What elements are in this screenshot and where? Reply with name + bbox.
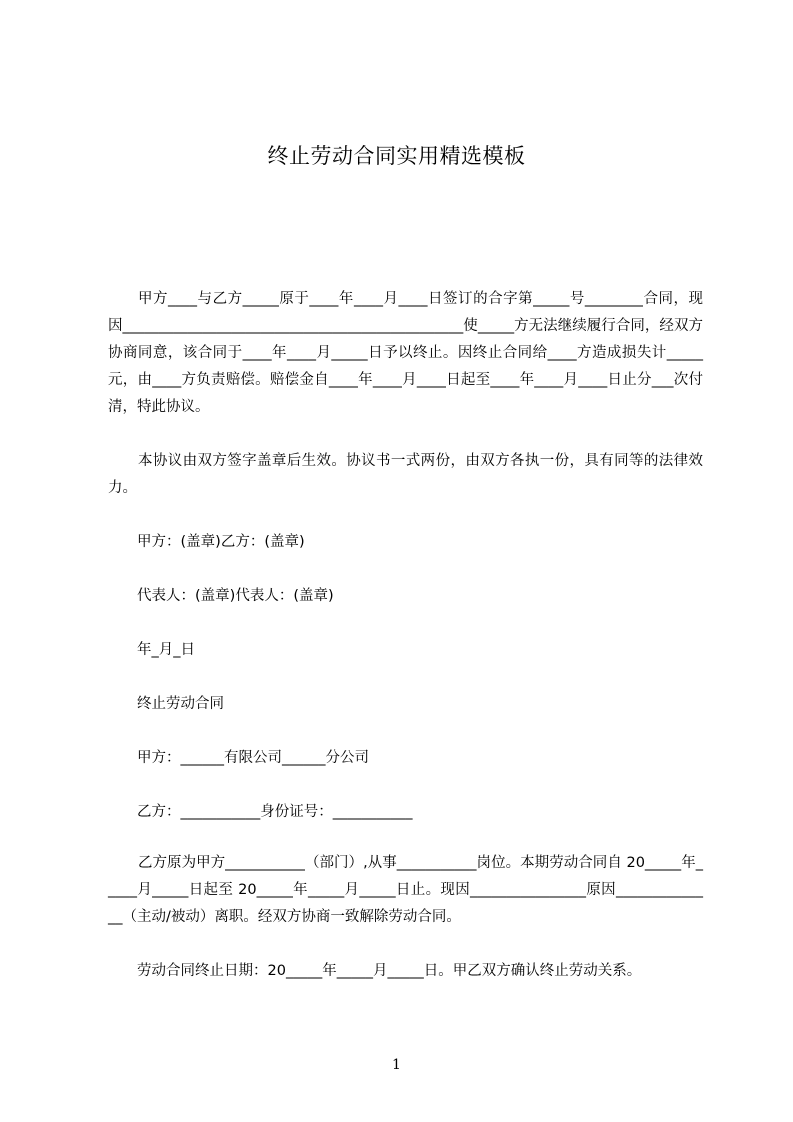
paragraph-effectiveness: 本协议由双方签字盖章后生效。协议书一式两份，由双方各执一份，具有同等的法律效力。 <box>108 453 703 496</box>
signature-representatives-line: 代表人：(盖章)代表人：(盖章) <box>137 588 334 604</box>
paragraph-termination-terms: 甲方____与乙方_____原于____年____月____日签订的合字第_____号________合同，现因_______________________________________________使_____方无法继续履行合同，经双方协商同意，该合同于____年____月_____日予以终止。因终止合同给____方造成损失计_____元，由____方负责赔偿。赔偿金自____年____月____日起至____年____月____日止分___次付清，特此协议。 <box>108 291 703 415</box>
document-title: 终止劳动合同实用精选模板 <box>267 144 526 168</box>
paragraph-dismissal-details: 乙方原为甲方___________（部门）,从事___________岗位。本期劳动合同自 20_____年_____月_____日起至 20_____年_____月_____日止。现因________________原因______________（主动/被动）离职。经双方协商一致解除劳动合同。 <box>108 855 703 925</box>
party-b-line: 乙方：___________身份证号：___________ <box>137 804 413 820</box>
paragraph-termination-date: 劳动合同终止日期：20_____年_____月_____日。甲乙双方确认终止劳动关系。 <box>137 963 642 979</box>
party-a-line: 甲方：______有限公司______分公司 <box>137 750 369 766</box>
section-heading: 终止劳动合同 <box>137 696 224 712</box>
signature-parties-line: 甲方：(盖章)乙方：(盖章) <box>137 534 305 550</box>
signature-date-line: 年_月_日 <box>137 642 195 658</box>
page-number: 1 <box>392 1057 401 1073</box>
